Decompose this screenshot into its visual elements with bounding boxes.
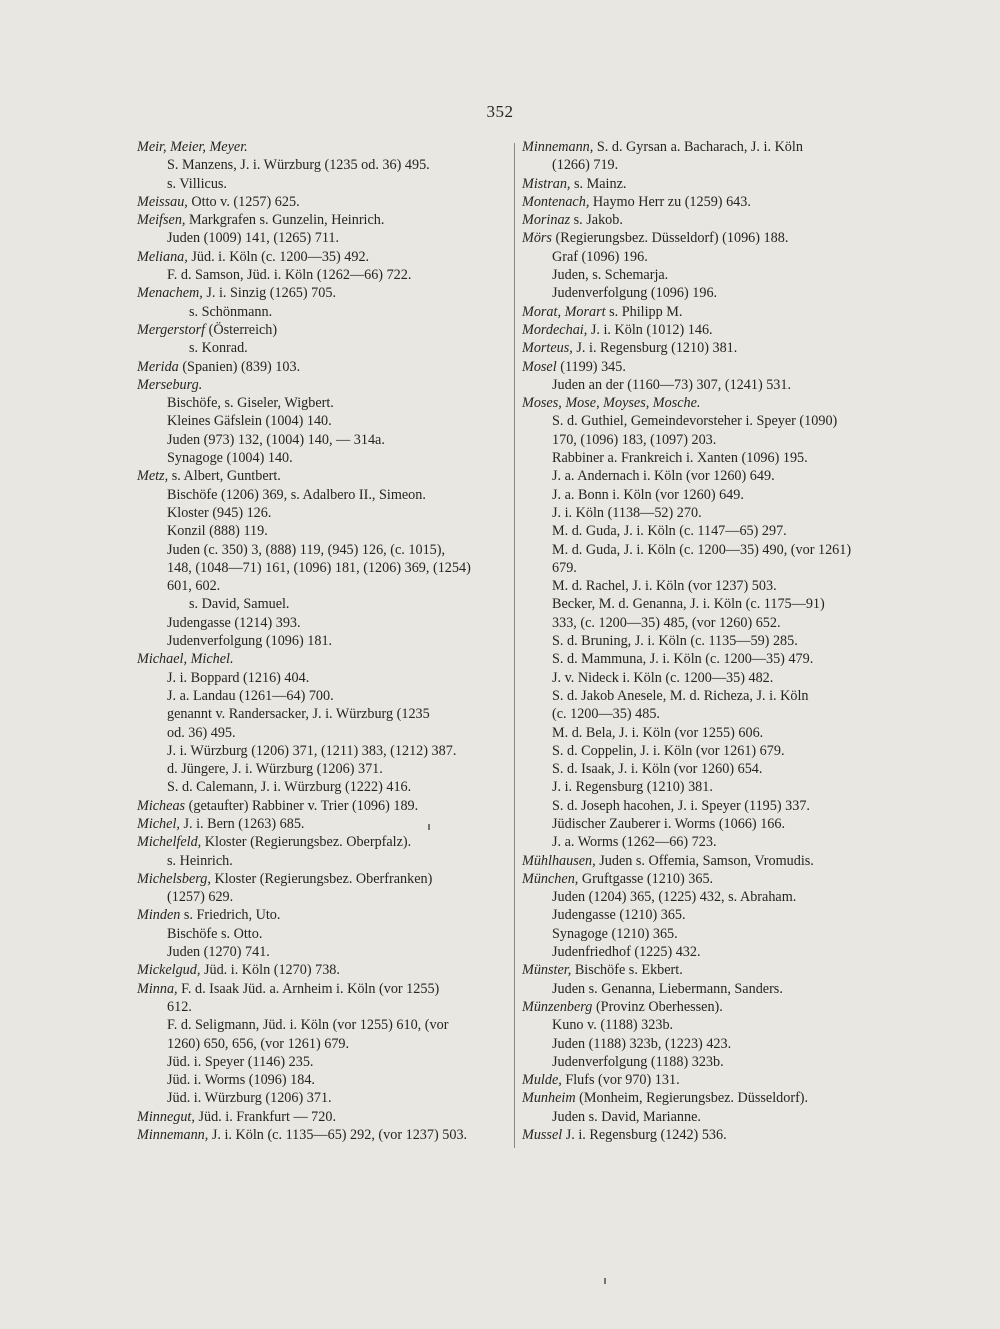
index-entry-line — [137, 980, 515, 998]
index-entry-line — [137, 266, 515, 284]
index-entry-text: J. a. Landau (1261—64) 700. — [167, 687, 334, 704]
index-entry-line — [522, 559, 902, 577]
index-entry-line — [137, 961, 515, 979]
index-entry-line — [522, 797, 902, 815]
column-divider — [514, 143, 515, 1148]
index-entry-line — [137, 321, 515, 339]
index-entry-text: Juden s. Genanna, Liebermann, Sanders. — [552, 980, 783, 997]
index-entry-text: Otto v. (1257) 625. — [187, 193, 300, 210]
index-entry-line — [137, 797, 515, 815]
index-entry-line — [137, 303, 515, 321]
index-entry-text: Judengasse (1210) 365. — [552, 907, 686, 924]
index-entry-text: Juden (973) 132, (1004) 140, — 314a. — [167, 431, 385, 448]
index-entry-line — [522, 650, 902, 668]
index-headword: München, — [522, 870, 579, 887]
index-entry-text: Juden an der (1160—73) 307, (1241) 531. — [552, 376, 792, 393]
index-entry-line — [137, 614, 515, 632]
index-entry-line — [137, 852, 515, 870]
index-entry-text: J. a. Worms (1262—66) 723. — [552, 834, 717, 851]
index-headword: Montenach, — [522, 193, 590, 210]
index-entry-text: J. i. Regensburg (1242) 536. — [562, 1127, 727, 1144]
index-headword: Morteus, — [522, 340, 573, 357]
index-headword: Münzenberg — [522, 998, 593, 1015]
index-entry-line — [137, 248, 515, 266]
index-entry-text: S. Manzens, J. i. Würzburg (1235 od. 36) 495. — [167, 157, 430, 174]
index-entry-line — [137, 833, 515, 851]
index-entry-text: J. i. Bern (1263) 685. — [179, 815, 305, 832]
index-entry-text: Bischöfe s. Ekbert. — [571, 962, 683, 979]
index-entry-line — [522, 833, 902, 851]
index-headword: Meissau, — [137, 193, 188, 210]
index-entry-line — [137, 339, 515, 357]
index-entry-text: Jüd. i. Worms (1096) 184. — [167, 1072, 315, 1089]
index-entry-line — [522, 595, 902, 613]
index-entry-text: (Monheim, Regierungsbez. Düsseldorf). — [575, 1090, 809, 1107]
index-entry-line — [522, 504, 902, 522]
index-entry-line — [137, 229, 515, 247]
index-entry-text: S. d. Calemann, J. i. Würzburg (1222) 416. — [167, 779, 412, 796]
index-entry-text: Markgrafen s. Gunzelin, Heinrich. — [185, 212, 385, 229]
index-headword: Metz, — [137, 468, 169, 485]
index-entry-text: 612. — [167, 998, 192, 1015]
index-entry-line — [522, 925, 902, 943]
index-entry-text: d. Jüngere, J. i. Würzburg (1206) 371. — [167, 761, 383, 778]
page-number: 352 — [486, 102, 514, 121]
index-entry-text: M. d. Rachel, J. i. Köln (vor 1237) 503. — [552, 578, 777, 595]
index-entry-line — [522, 339, 902, 357]
index-headword: Merida — [137, 358, 179, 375]
index-entry-line — [522, 156, 902, 174]
index-entry-text: Kuno v. (1188) 323b. — [552, 1017, 674, 1034]
index-headword: Mussel — [522, 1127, 563, 1144]
index-entry-line — [137, 376, 515, 394]
index-entry-line — [137, 284, 515, 302]
index-entry-text: Jüd. i. Würzburg (1206) 371. — [167, 1090, 332, 1107]
index-entry-line — [522, 467, 902, 485]
index-headword: Minna, — [137, 980, 178, 997]
index-entry-line — [522, 632, 902, 650]
index-headword: Meifsen, — [137, 212, 186, 229]
index-entry-text: s. Konrad. — [189, 340, 248, 357]
index-entry-text: Judenverfolgung (1188) 323b. — [552, 1053, 724, 1070]
index-entry-line — [522, 266, 902, 284]
index-entry-text: Juden (1204) 365, (1225) 432, s. Abraham. — [552, 889, 797, 906]
index-entry-line — [137, 138, 515, 156]
index-entry-text: Kloster (945) 126. — [167, 504, 272, 521]
index-entry-text: (Regierungsbez. Düsseldorf) (1096) 188. — [551, 230, 789, 247]
index-headword: Munheim — [522, 1090, 576, 1107]
index-entry-line — [522, 321, 902, 339]
index-headword: Mistran, — [522, 175, 571, 192]
index-entry-text: Synagoge (1004) 140. — [167, 450, 293, 467]
index-entry-text: s. Friedrich, Uto. — [180, 907, 281, 924]
index-entry-text: Konzil (888) 119. — [167, 523, 268, 540]
index-entry-text: M. d. Guda, J. i. Köln (c. 1147—65) 297. — [552, 523, 787, 540]
index-entry-line — [522, 1053, 902, 1071]
index-entry-text: J. i. Köln (c. 1135—65) 292, (vor 1237) 503. — [208, 1127, 468, 1144]
index-entry-line — [522, 211, 902, 229]
index-entry-line — [522, 229, 902, 247]
index-entry-line — [137, 906, 515, 924]
index-entry-line — [137, 504, 515, 522]
index-headword: Minnemann, — [137, 1127, 209, 1144]
index-column-right — [522, 138, 902, 1144]
index-entry-line — [522, 1071, 902, 1089]
index-entry-line — [137, 778, 515, 796]
index-entry-line — [522, 961, 902, 979]
index-headword: Mörs — [522, 230, 552, 247]
index-entry-text: (getaufter) Rabbiner v. Trier (1096) 189. — [185, 797, 419, 814]
index-entry-text: Judenverfolgung (1096) 196. — [552, 285, 718, 302]
index-entry-line — [522, 614, 902, 632]
index-entry-text: S. d. Gyrsan a. Bacharach, J. i. Köln — [593, 139, 803, 155]
index-entry-text: Flufs (vor 970) 131. — [561, 1072, 680, 1089]
index-entry-text: Synagoge (1210) 365. — [552, 925, 678, 942]
index-entry-text: 170, (1096) 183, (1097) 203. — [552, 431, 717, 448]
index-entry-text: J. i. Köln (1012) 146. — [587, 321, 713, 338]
index-entry-line — [137, 705, 515, 723]
index-entry-line — [137, 1053, 515, 1071]
index-entry-line — [522, 980, 902, 998]
index-entry-line — [137, 541, 515, 559]
index-entry-text: Kloster (Regierungsbez. Oberpfalz). — [201, 834, 412, 851]
index-entry-line — [522, 486, 902, 504]
index-entry-text: Haymo Herr zu (1259) 643. — [589, 193, 751, 210]
index-entry-line — [522, 906, 902, 924]
index-entry-text: 679. — [552, 559, 577, 576]
index-entry-line — [137, 394, 515, 412]
index-entry-text: S. d. Jakob Anesele, M. d. Richeza, J. i. Köln — [552, 687, 809, 704]
index-entry-text: (1199) 345. — [556, 358, 626, 375]
index-headword: Michael, Michel. — [137, 651, 234, 668]
index-entry-text: Jüd. i. Speyer (1146) 235. — [167, 1053, 314, 1070]
index-entry-line — [522, 1035, 902, 1053]
index-entry-line — [137, 669, 515, 687]
index-entry-text: Bischöfe, s. Giseler, Wigbert. — [167, 395, 334, 412]
index-entry-text: Gruftgasse (1210) 365. — [578, 870, 714, 887]
index-entry-text: s. Heinrich. — [167, 852, 233, 869]
index-entry-text: Juden, s. Schemarja. — [552, 267, 669, 284]
index-entry-text: s. Albert, Guntbert. — [168, 468, 281, 485]
index-entry-text: M. d. Guda, J. i. Köln (c. 1200—35) 490, (vor 1261) — [552, 541, 852, 558]
index-entry-text: (1257) 629. — [167, 889, 234, 906]
index-entry-text: Jüd. i. Köln (c. 1200—35) 492. — [187, 248, 370, 265]
index-entry-line — [137, 724, 515, 742]
index-entry-text: M. d. Bela, J. i. Köln (vor 1255) 606. — [552, 724, 764, 741]
index-entry-text: Jüdischer Zauberer i. Worms (1066) 166. — [552, 815, 786, 832]
index-entry-text: S. d. Mammuna, J. i. Köln (c. 1200—35) 479. — [552, 651, 814, 668]
print-smudge — [428, 824, 430, 830]
index-entry-line — [522, 522, 902, 540]
index-entry-line — [522, 1108, 902, 1126]
index-entry-text: 601, 602. — [167, 578, 221, 595]
index-headword: Michelfeld, — [137, 834, 202, 851]
index-entry-text: Kloster (Regierungsbez. Oberfranken) — [210, 870, 433, 887]
index-entry-line — [137, 577, 515, 595]
index-headword: Meir, Meier, Meyer. — [137, 139, 248, 155]
index-entry-text: s. Villicus. — [167, 175, 227, 192]
index-entry-text: Juden (c. 350) 3, (888) 119, (945) 126, (c. 1015), — [167, 541, 446, 558]
index-entry-line — [137, 870, 515, 888]
index-headword: Merseburg. — [137, 376, 203, 393]
index-entry-text: (c. 1200—35) 485. — [552, 706, 660, 723]
index-entry-line — [137, 632, 515, 650]
index-entry-text: J. a. Andernach i. Köln (vor 1260) 649. — [552, 468, 775, 485]
index-entry-line — [522, 724, 902, 742]
index-entry-text: s. Philipp M. — [605, 303, 683, 320]
index-entry-text: s. Jakob. — [570, 212, 623, 229]
index-headword: Münster, — [522, 962, 572, 979]
index-entry-line — [137, 467, 515, 485]
index-entry-line — [522, 943, 902, 961]
index-column-left — [137, 138, 515, 1144]
index-headword: Moses, Mose, Moyses, Mosche. — [522, 395, 701, 412]
index-entry-line — [522, 1089, 902, 1107]
index-entry-text: (Österreich) — [205, 321, 278, 338]
index-entry-text: J. i. Würzburg (1206) 371, (1211) 383, (1212) 387. — [167, 742, 457, 759]
index-entry-text: J. i. Köln (1138—52) 270. — [552, 504, 702, 521]
index-entry-line — [137, 925, 515, 943]
index-entry-line — [522, 577, 902, 595]
index-entry-line — [522, 358, 902, 376]
index-entry-line — [522, 888, 902, 906]
index-entry-text: Juden s. Offemia, Samson, Vromudis. — [595, 852, 814, 869]
index-entry-line — [522, 669, 902, 687]
index-entry-text: J. i. Boppard (1216) 404. — [167, 669, 310, 686]
index-entry-line — [522, 760, 902, 778]
index-entry-text: Judenfriedhof (1225) 432. — [552, 944, 701, 961]
index-headword: Mühlhausen, — [522, 852, 596, 869]
index-entry-line — [522, 412, 902, 430]
index-entry-text: Judenverfolgung (1096) 181. — [167, 633, 333, 650]
index-entry-text: Rabbiner a. Frankreich i. Xanten (1096) 195. — [552, 450, 808, 467]
index-headword: Morinaz — [522, 212, 571, 229]
index-entry-line — [522, 193, 902, 211]
index-entry-line — [137, 449, 515, 467]
index-entry-line — [137, 998, 515, 1016]
index-entry-line — [137, 1108, 515, 1126]
index-entry-line — [137, 412, 515, 430]
index-entry-text: Becker, M. d. Genanna, J. i. Köln (c. 1175—91) — [552, 596, 825, 613]
index-entry-line — [137, 431, 515, 449]
index-entry-line — [522, 175, 902, 193]
index-entry-text: Kleines Gäfslein (1004) 140. — [167, 413, 332, 430]
index-entry-line — [522, 541, 902, 559]
index-entry-text: J. v. Nideck i. Köln (c. 1200—35) 482. — [552, 669, 774, 686]
index-headword: Mordechai, — [522, 321, 588, 338]
index-entry-line — [522, 815, 902, 833]
index-headword: Morat, Morart — [522, 303, 606, 320]
index-entry-line — [522, 742, 902, 760]
index-entry-text: (1266) 719. — [552, 157, 619, 174]
index-entry-line — [137, 175, 515, 193]
index-entry-text: S. d. Isaak, J. i. Köln (vor 1260) 654. — [552, 761, 763, 778]
index-entry-text: s. David, Samuel. — [189, 596, 290, 613]
print-smudge — [604, 1278, 606, 1284]
index-entry-line — [522, 1016, 902, 1034]
index-entry-line — [522, 1126, 902, 1144]
index-entry-line — [137, 522, 515, 540]
index-entry-text: Juden s. David, Marianne. — [552, 1108, 701, 1125]
index-entry-line — [137, 1089, 515, 1107]
index-entry-line — [522, 687, 902, 705]
index-entry-line — [522, 376, 902, 394]
index-entry-line — [137, 1071, 515, 1089]
index-entry-text: S. d. Coppelin, J. i. Köln (vor 1261) 679. — [552, 742, 785, 759]
index-entry-text: genannt v. Randersacker, J. i. Würzburg (1235 — [167, 706, 430, 723]
index-entry-line — [137, 687, 515, 705]
index-entry-text: Bischöfe s. Otto. — [167, 925, 263, 942]
index-headword: Mergerstorf — [137, 321, 206, 338]
index-entry-line — [522, 449, 902, 467]
index-entry-line — [137, 1035, 515, 1053]
index-entry-text: S. d. Guthiel, Gemeindevorsteher i. Speyer (1090) — [552, 413, 838, 430]
index-headword: Michelsberg, — [137, 870, 211, 887]
index-headword: Minnemann, — [522, 139, 594, 155]
index-entry-text: (Spanien) (839) 103. — [178, 358, 301, 375]
index-headword: Mosel — [522, 358, 557, 375]
index-entry-line — [522, 138, 902, 156]
index-entry-line — [137, 760, 515, 778]
index-entry-line — [522, 248, 902, 266]
index-entry-text: 1260) 650, 656, (vor 1261) 679. — [167, 1035, 350, 1052]
index-headword: Minnegut, — [137, 1108, 195, 1125]
index-entry-text: Juden (1009) 141, (1265) 711. — [167, 230, 340, 247]
index-entry-text: 333, (c. 1200—35) 485, (vor 1260) 652. — [552, 614, 781, 631]
index-entry-line — [522, 705, 902, 723]
index-headword: Minden — [137, 907, 181, 924]
index-entry-text: Bischöfe (1206) 369, s. Adalbero II., Simeon. — [167, 486, 426, 503]
index-entry-line — [137, 888, 515, 906]
index-headword: Mulde, — [522, 1072, 562, 1089]
index-entry-line — [137, 1126, 515, 1144]
index-entry-line — [137, 486, 515, 504]
index-entry-text: Juden (1188) 323b, (1223) 423. — [552, 1035, 732, 1052]
index-entry-text: F. d. Isaak Jüd. a. Arnheim i. Köln (vor 1255) — [177, 980, 440, 997]
index-headword: Michel, — [137, 815, 180, 832]
index-entry-text: (Provinz Oberhessen). — [592, 998, 723, 1015]
index-entry-text: Judengasse (1214) 393. — [167, 614, 301, 631]
index-entry-line — [137, 595, 515, 613]
index-entry-text: s. Mainz. — [570, 175, 627, 192]
index-entry-text: S. d. Bruning, J. i. Köln (c. 1135—59) 285. — [552, 633, 798, 650]
index-entry-line — [137, 358, 515, 376]
index-entry-line — [522, 284, 902, 302]
index-headword: Micheas — [137, 797, 186, 814]
index-entry-text: Graf (1096) 196. — [552, 248, 648, 265]
index-entry-line — [137, 193, 515, 211]
index-headword: Mickelgud, — [137, 962, 201, 979]
index-entry-text: J. i. Regensburg (1210) 381. — [572, 340, 738, 357]
index-entry-text: Juden (1270) 741. — [167, 944, 270, 961]
index-entry-line — [137, 650, 515, 668]
index-entry-text: F. d. Samson, Jüd. i. Köln (1262—66) 722. — [167, 267, 412, 284]
index-entry-line — [522, 778, 902, 796]
index-entry-line — [522, 431, 902, 449]
index-entry-text: od. 36) 495. — [167, 724, 236, 741]
index-headword: Meliana, — [137, 248, 188, 265]
index-entry-text: J. a. Bonn i. Köln (vor 1260) 649. — [552, 486, 744, 503]
index-entry-line — [137, 1016, 515, 1034]
index-entry-text: 148, (1048—71) 161, (1096) 181, (1206) 369, (1254) — [167, 559, 471, 576]
index-entry-line — [522, 870, 902, 888]
index-entry-line — [137, 742, 515, 760]
index-entry-line — [137, 815, 515, 833]
index-headword: Menachem, — [137, 285, 203, 302]
index-entry-text: J. i. Regensburg (1210) 381. — [552, 779, 713, 796]
index-entry-line — [137, 943, 515, 961]
index-entry-text: s. Schönmann. — [189, 303, 273, 320]
index-entry-text: J. i. Sinzig (1265) 705. — [202, 285, 336, 302]
index-entry-line — [522, 998, 902, 1016]
index-entry-line — [522, 852, 902, 870]
index-entry-line — [137, 211, 515, 229]
index-entry-text: S. d. Joseph hacohen, J. i. Speyer (1195) 337. — [552, 797, 810, 814]
index-entry-text: Jüd. i. Köln (1270) 738. — [200, 962, 340, 979]
index-entry-line — [522, 303, 902, 321]
index-entry-line — [137, 559, 515, 577]
index-entry-text: Jüd. i. Frankfurt — 720. — [194, 1108, 337, 1125]
index-entry-text: F. d. Seligmann, Jüd. i. Köln (vor 1255) 610, (vor — [167, 1017, 449, 1034]
index-entry-line — [522, 394, 902, 412]
index-entry-line — [137, 156, 515, 174]
